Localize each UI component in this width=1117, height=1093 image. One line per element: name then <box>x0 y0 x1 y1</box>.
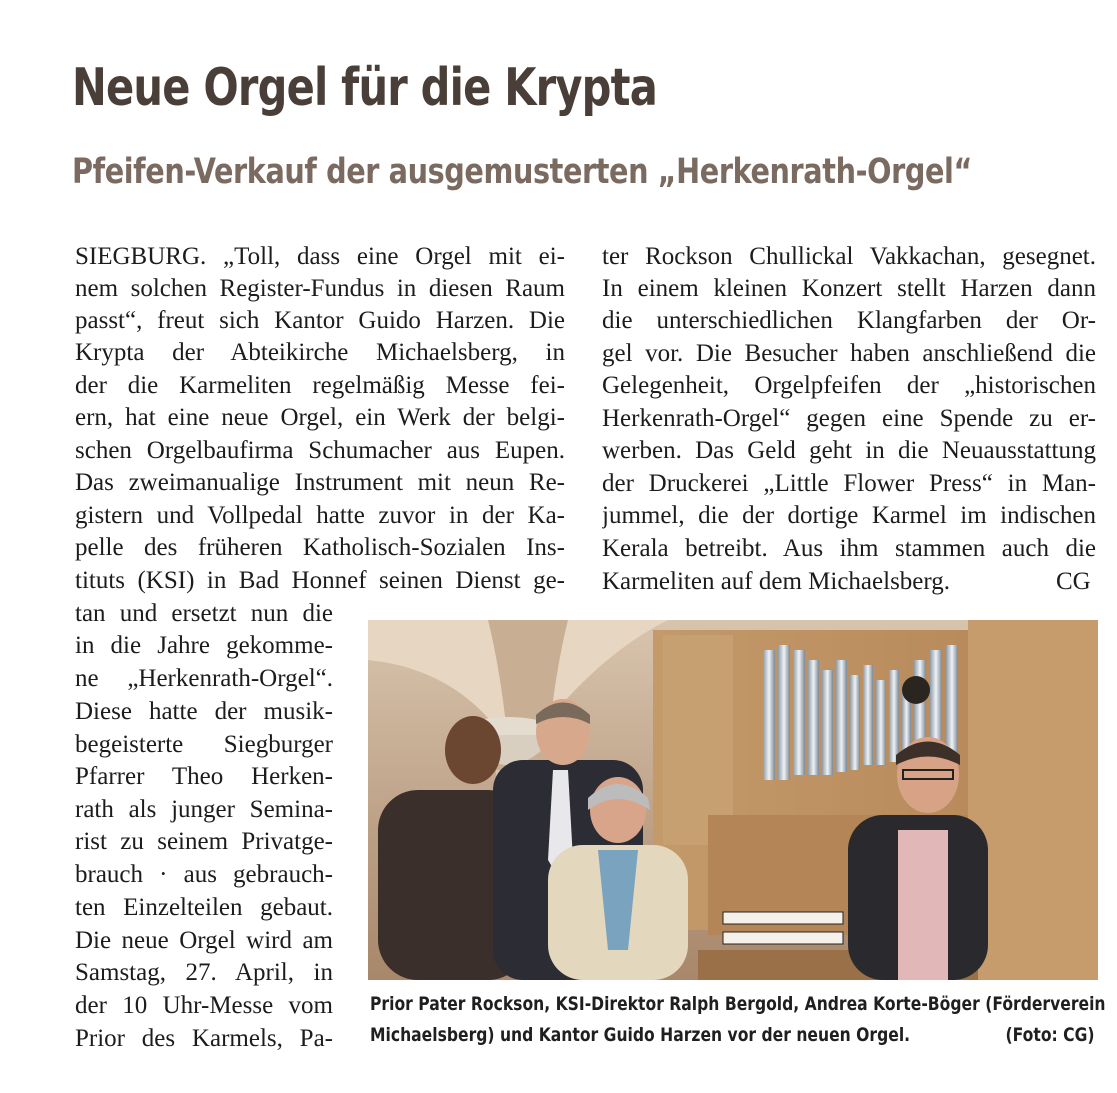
body-line: in die Jahre gekomme- <box>75 632 333 659</box>
body-line: Kerala betreibt. Aus ihm stammen auch die <box>602 535 1096 562</box>
body-line: rist zu seinem Privatge- <box>75 828 333 855</box>
body-line: Pfarrer Theo Herken- <box>75 763 333 790</box>
body-line: Gelegenheit, Orgelpfeifen der „historischen <box>602 372 1096 399</box>
photo-credit: (Foto: CG) <box>1006 1024 1095 1046</box>
body-line: gel vor. Die Besucher haben anschließend die <box>602 340 1096 367</box>
body-line: werben. Das Geld geht in die Neuausstattung <box>602 437 1096 464</box>
body-line: begeisterte Siegburger <box>75 731 333 758</box>
body-line: jummel, die der dortige Karmel im indischen <box>602 502 1096 529</box>
body-line: der 10 Uhr-Messe vom <box>75 992 333 1019</box>
body-line: Herkenrath-Orgel“ gegen eine Spende zu er- <box>602 405 1096 432</box>
photo-illustration <box>368 620 1098 980</box>
body-line: ne „Herkenrath-Orgel“. <box>75 665 333 692</box>
headline: Neue Orgel für die Krypta <box>72 58 658 118</box>
author-signature: CG <box>1056 568 1091 595</box>
body-line: Krypta der Abteikirche Michaelsberg, in <box>75 339 565 366</box>
body-line: Prior des Karmels, Pa- <box>75 1025 333 1052</box>
article-photo <box>368 620 1098 980</box>
body-line: ern, hat eine neue Orgel, ein Werk der belgi- <box>75 404 565 431</box>
body-line: tan und ersetzt nun die <box>75 600 333 627</box>
body-line: SIEGBURG. „Toll, dass eine Orgel mit ei- <box>75 243 565 270</box>
body-line: der Druckerei „Little Flower Press“ in Man- <box>602 470 1096 497</box>
body-line: der die Karmeliten regelmäßig Messe fei- <box>75 372 565 399</box>
body-line: pelle des früheren Katholisch-Sozialen Ins- <box>75 534 565 561</box>
body-line: Samstag, 27. April, in <box>75 959 333 986</box>
body-line: tituts (KSI) in Bad Honnef seinen Dienst ge- <box>75 567 565 594</box>
body-line: die unterschiedlichen Klangfarben der Or- <box>602 307 1096 334</box>
body-line: schen Orgelbaufirma Schumacher aus Eupen. <box>75 437 565 464</box>
body-line: ten Einzelteilen gebaut. <box>75 894 333 921</box>
subheadline: Pfeifen-Verkauf der ausgemusterten „Herkenrath-Orgel“ <box>72 152 972 192</box>
body-line: Das zweimanualige Instrument mit neun Re- <box>75 469 565 496</box>
body-line: brauch · aus gebrauch- <box>75 861 333 888</box>
photo-caption-line-2: Michaelsberg) und Kantor Guido Harzen vor der neuen Orgel. <box>370 1024 911 1046</box>
body-line: Diese hatte der musik- <box>75 698 333 725</box>
photo-caption-line-1: Prior Pater Rockson, KSI-Direktor Ralph Bergold, Andrea Korte-Böger (Förderverein <box>370 993 1106 1015</box>
body-line: rath als junger Semina- <box>75 796 333 823</box>
body-line: passt“, freut sich Kantor Guido Harzen. Die <box>75 307 565 334</box>
body-line: ter Rockson Chullickal Vakkachan, gesegnet. <box>602 243 1096 270</box>
body-line: nem solchen Register-Fundus in diesen Raum <box>75 275 565 302</box>
body-line: Karmeliten auf dem Michaelsberg. <box>602 568 951 595</box>
body-line: In einem kleinen Konzert stellt Harzen dann <box>602 275 1096 302</box>
body-line: Die neue Orgel wird am <box>75 927 333 954</box>
body-line: gistern und Vollpedal hatte zuvor in der Ka- <box>75 502 565 529</box>
